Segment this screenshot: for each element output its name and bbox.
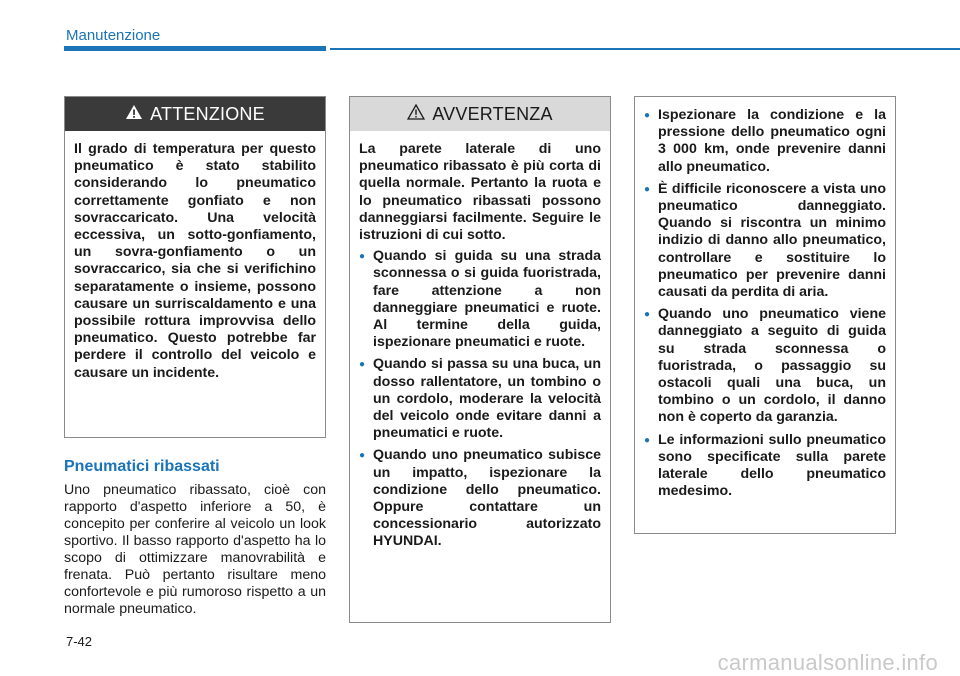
continued-box — [634, 96, 896, 534]
list-item: ● Quando si guida su una strada sconnessa o si guida fuoristrada, fare attenzione a non danneggiare pneumatici e ruote. Al termine della guida, ispezionare pneumatici e ruote. — [359, 248, 601, 351]
attenzione-box — [64, 96, 326, 438]
avvertenza-box — [349, 96, 611, 623]
section-paragraph: Uno pneumatico ribassato, cioè con rapporto d'aspetto inferiore a 50, è concepito per conferire al veicolo un look sportivo. Il basso rapporto d'aspetto ha lo scopo di ottimizzare manovrabilità e frenata. Può pertanto risultare meno confortevole e più rumoroso rispetto a un normale pneumatico. — [64, 482, 326, 617]
watermark: carmanualsonline.info — [717, 650, 938, 675]
attenzione-header — [65, 97, 325, 131]
continued-body — [635, 97, 895, 513]
list-item: ● Quando si passa su una buca, un dosso rallentatore, un tombino o un cordolo, moderare la velocità del veicolo onde evitare danni a pneumatici e ruote. — [359, 356, 601, 442]
avvertenza-list — [359, 248, 601, 550]
section-heading: Pneumatici ribassati — [64, 458, 220, 475]
warning-triangle-icon — [125, 104, 143, 125]
avvertenza-title: AVVERTENZA — [432, 103, 553, 124]
attenzione-text: Il grado di temperatura per questo pneumatico è stato stabilito considerando lo pneumatico correttamente gonfiato e non sovraccaricato. Una velocità eccessiva, un sotto-gonfiamento, un sovra-gonfiamento o un sovraccarico, sia che si verifichino separatamente o insieme, possono causare un surriscaldamento e una possibile rottura improvvisa dello pneumatico. Questo potrebbe far perdere il controllo del veicolo e causare un incidente. — [74, 141, 316, 381]
list-item: ● Ispezionare la condizione e la pressione dello pneumatico ogni 3 000 km, onde prevenire danni allo pneumatico. — [644, 107, 886, 176]
continued-list — [644, 107, 886, 500]
header-bar — [64, 46, 326, 51]
page-number: 7-42 — [66, 634, 93, 649]
list-item: ● È difficile riconoscere a vista uno pneumatico danneggiato. Quando si riscontra un minimo indizio di danno allo pneumatico, controllare e sostituire lo pneumatico per prevenire danni causati da perdita di aria. — [644, 181, 886, 301]
list-item: ● Le informazioni sullo pneumatico sono specificate sulla parete laterale dello pneumatico medesimo. — [644, 432, 886, 501]
avvertenza-body — [350, 131, 610, 564]
attenzione-title: ATTENZIONE — [150, 103, 265, 124]
list-item: ● Quando uno pneumatico viene danneggiato a seguito di guida su strada sconnessa o fuoristrada, o passaggio su ostacoli quali una buca, un tombino o un cordolo, il danno non è coperto da garanzia. — [644, 306, 886, 426]
section-title: Manutenzione — [66, 27, 161, 44]
attenzione-body — [65, 131, 325, 394]
avvertenza-header — [350, 97, 610, 131]
header-rule — [330, 48, 960, 50]
list-item: ● Quando uno pneumatico subisce un impatto, ispezionare la condizione dello pneumatico. Oppure contattare un concessionario autorizzato HYUNDAI. — [359, 447, 601, 550]
avvertenza-intro: La parete laterale di uno pneumatico ribassato è più corta di quella normale. Pertanto la ruota e lo pneumatico ribassati possono danneggiarsi facilmente. Seguire le istruzioni di cui sotto. — [359, 141, 601, 244]
warning-triangle-icon — [407, 104, 425, 125]
